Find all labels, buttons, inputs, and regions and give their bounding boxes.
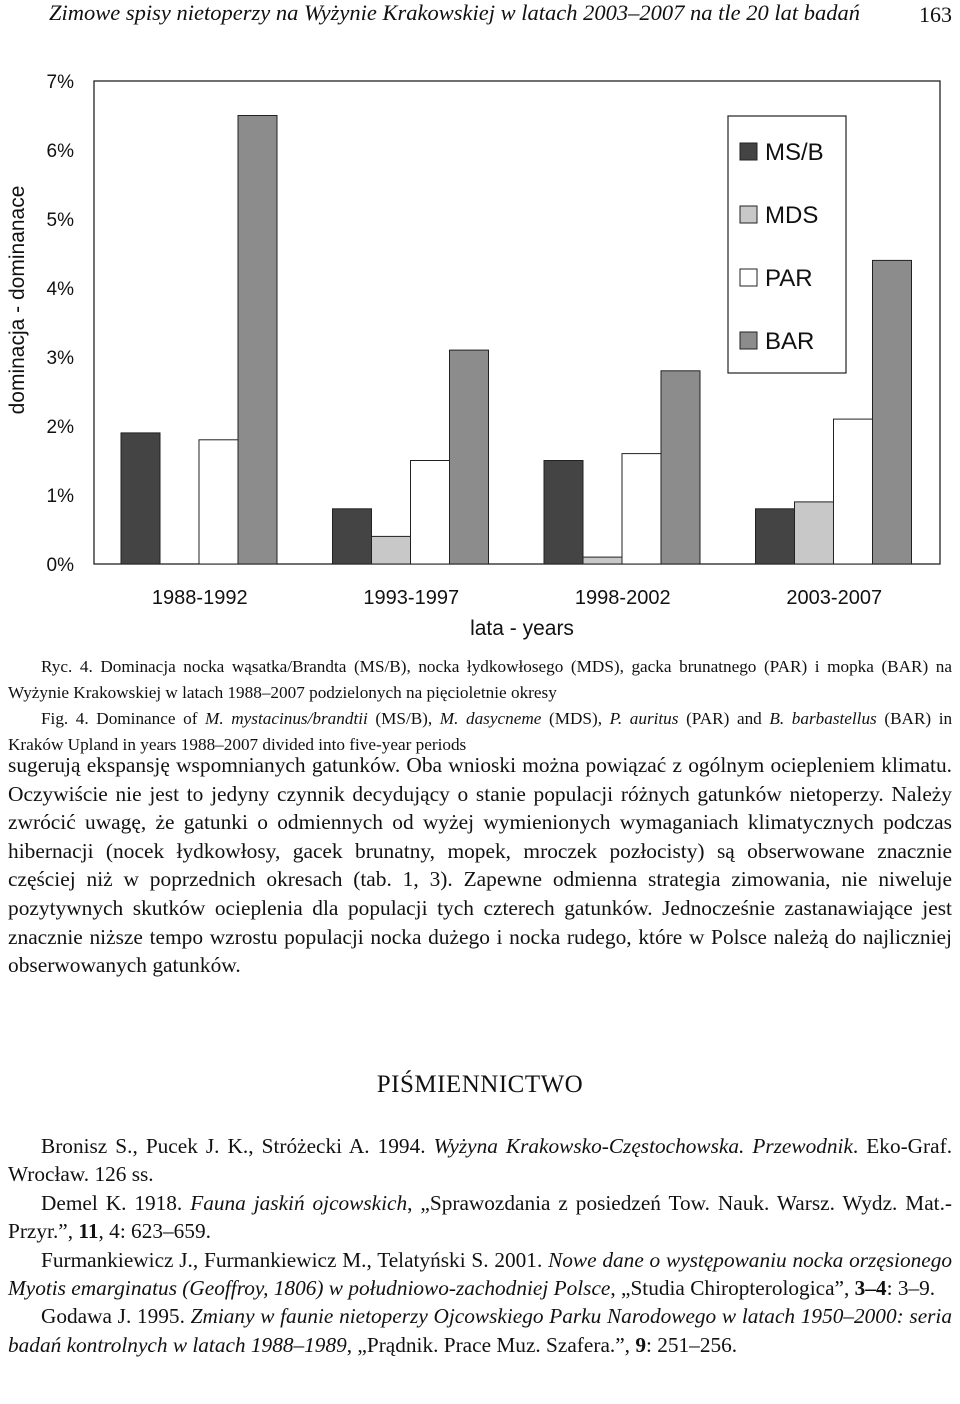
- caption-en-species: B. barbastellus: [769, 709, 877, 728]
- legend-swatch: [740, 143, 757, 160]
- reference-volume: 3–4: [854, 1276, 887, 1301]
- bar-mds: [372, 536, 411, 564]
- y-tick-label: 6%: [46, 141, 74, 162]
- reference-authors: Bronisz S., Pucek J. K., Stróżecki A. 1994.: [41, 1134, 426, 1158]
- legend-label: MDS: [765, 202, 819, 229]
- bar-par: [411, 461, 450, 565]
- y-tick-label: 7%: [46, 72, 74, 93]
- legend-swatch: [740, 332, 757, 349]
- caption-en-part: (MDS),: [549, 709, 602, 728]
- y-axis-ticks: [47, 72, 75, 576]
- bar-ms-b: [333, 509, 372, 564]
- reference-pages: , 4: 623–659.: [98, 1219, 211, 1244]
- bar-mds: [583, 557, 622, 564]
- reference-title: Nowe dane o występowaniu nocka orzęsionego Myotis emarginatus (Geoffroy, 1806) w południowo-zachodniej Polsce: [8, 1247, 953, 1301]
- reference-authors: Demel K. 1918.: [41, 1190, 183, 1215]
- y-tick-label: 3%: [46, 348, 74, 369]
- caption-en-part: (BAR) in Kraków Upland in years 1988–2007 divided into five-year periods: [8, 709, 953, 754]
- legend-swatch: [740, 206, 757, 223]
- caption-en-species: M. dasycneme: [439, 709, 542, 728]
- reference-item: [8, 1132, 952, 1189]
- legend-label: MS/B: [765, 139, 824, 166]
- caption-en-label: Fig. 4.: [41, 709, 89, 728]
- caption-en-species: P. auritus: [609, 709, 679, 728]
- bar-ms-b: [544, 461, 583, 565]
- reference-item: [8, 1302, 952, 1359]
- reference-details: . Eko-Graf. Wrocław. 126 ss.: [8, 1134, 953, 1187]
- caption-en-part: (PAR) and: [686, 709, 762, 728]
- x-tick-label: 1993-1997: [363, 587, 460, 609]
- bar-par: [834, 419, 873, 564]
- figure-caption: [8, 654, 952, 758]
- x-tick-label: 1998-2002: [574, 587, 671, 609]
- dominance-bar-chart: [0, 55, 960, 645]
- body-paragraph: sugerują ekspansję wspomnianych gatunków. Oba wnioski można powiązać z ogólnym ociepleniem klimatu. Oczywiście nie jest to jedyny czynnik decydujący o stanie populacji różnych gatunków nietoperzy. Należy zwrócić uwagę, że gatunki o odmiennych od wyżej wymienionych wymaganiach klimatycznych podczas hibernacji (nocek łydkowłosy, gacek brunatny, mopek, mroczek pozłocisty) są obserwowane znacznie częściej niż w poprzednich okresach (tab. 1, 3). Zapewne odmienna strategia zimowania, nie niweluje pozytywnych skutków ocieplenia dla populacji tych czterech gatunków. Jednocześnie zastanawiające jest znacznie niższe tempo wzrostu populacji nocka dużego i nocka rudego, które w Polsce należą do najliczniej obserwowanych gatunków.: [8, 753, 952, 978]
- reference-list: [8, 1132, 952, 1359]
- reference-details: , „Sprawozdania z posiedzeń Tow. Nauk. Warsz. Wydz. Mat.-Przyr.”,: [8, 1190, 953, 1244]
- reference-volume: 11: [78, 1219, 99, 1244]
- bar-mds: [795, 502, 834, 564]
- reference-title: Fauna jaskiń ojcowskich: [190, 1190, 408, 1215]
- caption-en-part: Dominance of: [96, 709, 198, 728]
- reference-authors: Furmankiewicz J., Furmankiewicz M., Telatyński S. 2001.: [41, 1247, 543, 1272]
- reference-title: Wyżyna Krakowsko-Częstochowska. Przewodnik: [433, 1134, 853, 1158]
- reference-details: , „Studia Chiropterologica”,: [610, 1276, 850, 1301]
- bar-par: [199, 440, 238, 564]
- caption-en-part: (MS/B),: [375, 709, 433, 728]
- bar-ms-b: [756, 509, 795, 564]
- caption-en-species: M. mystacinus/brandtii: [205, 709, 368, 728]
- y-tick-label: 5%: [46, 210, 74, 231]
- reference-pages: : 3–9.: [886, 1276, 936, 1301]
- page-number: 163: [919, 2, 952, 27]
- x-axis-ticks: [152, 587, 882, 609]
- reference-item: [8, 1246, 952, 1303]
- legend-label: PAR: [765, 265, 813, 292]
- caption-polish: [8, 654, 952, 706]
- legend-label: BAR: [765, 328, 815, 355]
- bar-ms-b: [121, 433, 160, 564]
- reference-title: Zmiany w faunie nietoperzy Ojcowskiego Parku Narodowego w latach 1950–2000: seria badań kontrolnych w latach 1988–1989: [8, 1304, 952, 1357]
- reference-volume: 9: [635, 1332, 646, 1357]
- caption-pl-label: Ryc. 4.: [41, 657, 93, 676]
- bar-bar: [661, 371, 700, 564]
- x-axis-label: lata - years: [470, 617, 574, 640]
- reference-details: , „Prądnik. Prace Muz. Szafera.”,: [346, 1332, 630, 1357]
- reference-pages: : 251–256.: [645, 1332, 738, 1357]
- legend-swatch: [740, 269, 757, 286]
- references-heading: PIŚMIENNICTWO: [376, 1071, 584, 1098]
- y-tick-label: 4%: [46, 279, 74, 300]
- x-tick-label: 1988-1992: [151, 587, 248, 609]
- y-axis-label: dominacja - dominanace: [6, 185, 29, 415]
- y-tick-label: 1%: [46, 486, 74, 507]
- caption-pl-text: Dominacja nocka wąsatka/Brandta (MS/B), nocka łydkowłosego (MDS), gacka brunatnego (PAR) i mopka (BAR) na Wyżynie Krakowskiej w latach 1988–2007 podzielonych na pięcioletnie okresy: [8, 657, 953, 702]
- y-tick-label: 2%: [46, 417, 74, 438]
- reference-authors: Godawa J. 1995.: [41, 1304, 185, 1329]
- bar-bar: [238, 116, 277, 565]
- reference-item: [8, 1189, 952, 1246]
- x-tick-label: 2003-2007: [786, 587, 883, 609]
- bar-bar: [873, 260, 912, 564]
- bar-par: [622, 454, 661, 564]
- y-tick-label: 0%: [46, 555, 74, 576]
- running-header: [0, 0, 960, 30]
- bar-bar: [450, 350, 489, 564]
- legend: [728, 116, 846, 373]
- running-title: Zimowe spisy nietoperzy na Wyżynie Krakowskiej w latach 2003–2007 na tle 20 lat badań: [49, 0, 860, 25]
